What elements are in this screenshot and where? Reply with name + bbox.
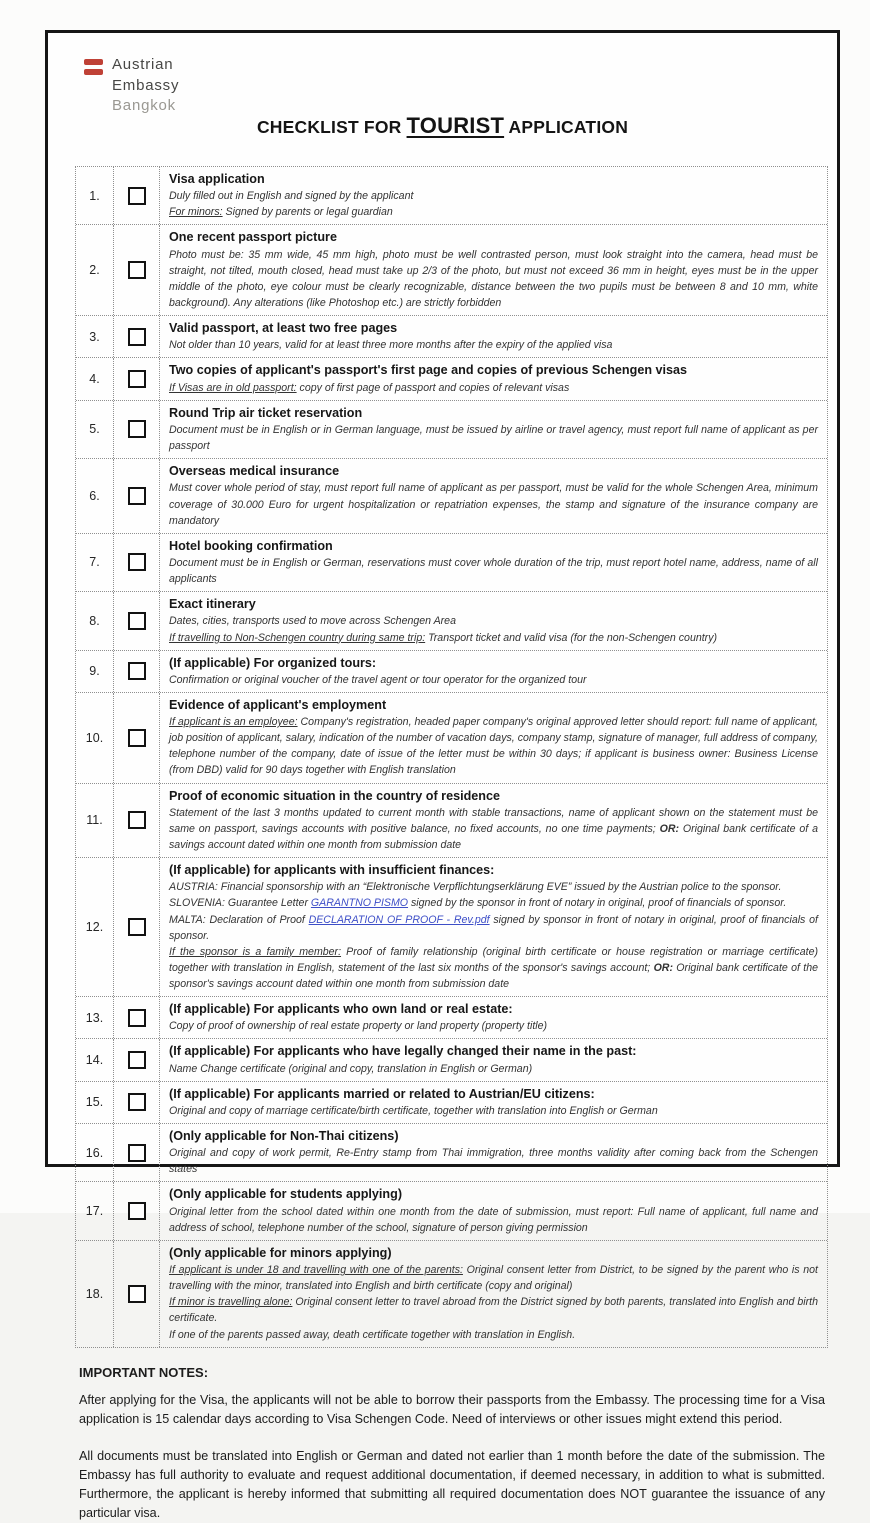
- row-detail: [169, 613, 818, 629]
- checkbox-cell: [114, 997, 160, 1038]
- row-detail: [169, 188, 818, 204]
- row-detail: [169, 805, 818, 853]
- detail-text: Transport ticket and valid visa (for the non-Schengen country): [425, 631, 718, 644]
- row-detail: [169, 1327, 818, 1343]
- row-title: (Only applicable for students applying): [169, 1187, 403, 1202]
- detail-text: AUSTRIA: Financial sponsorship with an “Elektronische Verpflichtungserklärung EVE” issued by the Austrian police to the sponsor.: [169, 881, 782, 894]
- row-content: [160, 534, 827, 591]
- detail-text: Confirmation or original voucher of the travel agent or tour operator for the organized tour: [169, 673, 587, 686]
- checklist-row: [76, 784, 827, 859]
- detail-text: OR:: [659, 822, 679, 835]
- row-title: Visa application: [169, 172, 265, 186]
- row-checkbox[interactable]: [128, 1202, 146, 1220]
- checklist-row: [76, 1182, 827, 1240]
- row-number: 14.: [76, 1039, 114, 1080]
- notes-paragraph-1: After applying for the Visa, the applicants will not be able to borrow their passports from the Embassy. The processing time for a Visa application is 15 calendar days according to Visa Schengen Code. Need of interviews or other issues might extend this period.: [79, 1392, 825, 1426]
- detail-text: Original consent letter from District, to be signed by the parent who is not travelling with the minor, translated into English and birth certificate (copy and original): [169, 1264, 819, 1293]
- row-number: 1.: [76, 167, 114, 224]
- row-content: [160, 358, 827, 399]
- detail-text: Name Change certificate (original and copy, translation in English or German): [169, 1062, 533, 1075]
- notes-paragraph-2: All documents must be translated into English or German and dated not earlier than 1 month before the date of the submission. The Embassy has full authority to evaluate and request additional documentation, if deemed necessary, in addition to what is submitted. Furthermore, the applicant is hereby informed that submitting all required documentation does NOT guarantee the issuance of any particular visa.: [79, 1449, 825, 1521]
- checklist-table: [75, 166, 828, 1348]
- row-checkbox[interactable]: [128, 1285, 146, 1303]
- checklist-row: [76, 316, 827, 358]
- row-detail: [169, 912, 818, 944]
- row-checkbox[interactable]: [128, 328, 146, 346]
- row-content: [160, 1039, 827, 1080]
- checklist-row: [76, 167, 827, 225]
- detail-text: Original bank certificate of a savings account dated within one month from submission date: [169, 822, 818, 851]
- logo-line-bangkok: Bangkok: [112, 97, 176, 115]
- checklist-row: [76, 592, 827, 650]
- detail-text: Company's registration, headed paper company's original approved letter should report: full name of applicant, job position of applicant, salary, indication of the number of vacation days, company stamp, signature of manager, full address of company, telephone number of the company, date of issue of the letter must be within 30 days; if applicant is business owner: Business License (from DBD) valid for 90 days together with English translation: [169, 716, 818, 777]
- checklist-row: [76, 401, 827, 459]
- row-content: [160, 401, 827, 458]
- detail-text: Original and copy of marriage certificate/birth certificate, together with translation into English or German: [169, 1104, 658, 1117]
- detail-text: OR:: [653, 961, 673, 974]
- row-number: 2.: [76, 225, 114, 315]
- row-checkbox[interactable]: [128, 729, 146, 747]
- row-detail: [169, 672, 818, 688]
- logo-line-austrian: Austrian: [112, 56, 174, 73]
- checklist-row: [76, 1039, 827, 1081]
- row-title: Proof of economic situation in the country of residence: [169, 788, 500, 803]
- notes-heading: IMPORTANT NOTES:: [79, 1364, 209, 1380]
- detail-text: Must cover whole period of stay, must report full name of applicant as per passport, must be valid for the whole Schengen Area, minimum coverage of 30.000 Euro for urgent hospitalization or repatriation expenses, the stamp and signature of the insurance company are mandatory: [169, 482, 818, 527]
- detail-text: signed by the sponsor in front of notary in original, proof of financials of sponsor.: [408, 897, 787, 910]
- row-number: 15.: [76, 1082, 114, 1123]
- title-tourist: TOURIST: [406, 113, 505, 138]
- row-number: 3.: [76, 316, 114, 357]
- row-checkbox[interactable]: [128, 612, 146, 630]
- row-detail: [169, 714, 818, 778]
- checkbox-cell: [114, 401, 160, 458]
- row-content: [160, 1082, 827, 1123]
- row-number: 9.: [76, 651, 114, 692]
- checkbox-cell: [114, 592, 160, 649]
- row-checkbox[interactable]: [128, 1144, 146, 1162]
- checkbox-cell: [114, 651, 160, 692]
- row-checkbox[interactable]: [128, 1093, 146, 1111]
- row-checkbox[interactable]: [128, 811, 146, 829]
- row-content: [160, 167, 827, 224]
- detail-text: For minors:: [169, 206, 223, 219]
- checkbox-cell: [114, 167, 160, 224]
- row-detail: [169, 1145, 818, 1177]
- detail-text: If the sponsor is a family member:: [169, 945, 342, 958]
- row-checkbox[interactable]: [128, 1051, 146, 1069]
- row-checkbox[interactable]: [128, 918, 146, 936]
- checklist-row: [76, 225, 827, 316]
- row-checkbox[interactable]: [128, 261, 146, 279]
- embassy-logo-text: [112, 55, 179, 117]
- row-content: [160, 858, 827, 996]
- checklist-row: [76, 997, 827, 1039]
- row-title: (Only applicable for Non-Thai citizens): [169, 1129, 399, 1144]
- checklist-row: [76, 534, 827, 592]
- detail-text: Copy of proof of ownership of real estate property or land property (property title): [169, 1020, 548, 1033]
- detail-text: Not older than 10 years, valid for at least three more months after the expiry of the applied visa: [169, 339, 613, 352]
- checklist-row: [76, 358, 827, 400]
- row-content: [160, 592, 827, 649]
- row-detail: [169, 337, 818, 353]
- checkbox-cell: [114, 1241, 160, 1347]
- row-detail: [169, 380, 818, 396]
- detail-text: If one of the parents passed away, death certificate together with translation in English.: [169, 1328, 576, 1341]
- checkbox-cell: [114, 225, 160, 315]
- row-title: One recent passport picture: [169, 230, 337, 245]
- detail-text: Original consent letter to travel abroad from the District signed by both parents, translated into English and birth certificate.: [169, 1296, 818, 1325]
- row-checkbox[interactable]: [128, 553, 146, 571]
- document-header: [58, 55, 827, 141]
- logo-line-embassy: Embassy: [112, 76, 180, 94]
- row-content: [160, 997, 827, 1038]
- row-content: [160, 316, 827, 357]
- row-detail: [169, 895, 818, 911]
- row-number: 6.: [76, 459, 114, 533]
- detail-text: If minor is travelling alone:: [169, 1296, 293, 1309]
- austrian-flag-icon: [84, 59, 103, 117]
- document-link[interactable]: GARANTNO PISMO: [310, 897, 409, 910]
- checklist-row: [76, 651, 827, 693]
- row-checkbox[interactable]: [128, 662, 146, 680]
- row-number: 16.: [76, 1124, 114, 1181]
- row-number: 13.: [76, 997, 114, 1038]
- embassy-logo: [84, 55, 179, 117]
- row-content: [160, 225, 827, 315]
- row-title: Two copies of applicant's passport's first page and copies of previous Schengen visas: [169, 363, 688, 378]
- checklist-row: [76, 1124, 827, 1182]
- checkbox-cell: [114, 858, 160, 996]
- row-checkbox[interactable]: [128, 487, 146, 505]
- row-detail: [169, 204, 818, 220]
- important-notes: [79, 1365, 825, 1523]
- row-number: 4.: [76, 358, 114, 399]
- checkbox-cell: [114, 1182, 160, 1239]
- row-number: 5.: [76, 401, 114, 458]
- row-title: Evidence of applicant's employment: [169, 697, 387, 712]
- detail-text: Duly filled out in English and signed by the applicant: [169, 190, 414, 203]
- detail-text: If applicant is an employee:: [169, 716, 298, 729]
- row-content: [160, 651, 827, 692]
- detail-text: Statement of the last 3 months updated to current month with stable transactions, name of applicant shown on the statement must be same on passport, savings accounts with positive balance, no fixed accounts, no one time payments;: [169, 806, 818, 835]
- detail-text: If travelling to Non-Schengen country during same trip:: [169, 631, 426, 644]
- row-detail: [169, 1262, 818, 1294]
- row-detail: [169, 422, 818, 454]
- row-number: 17.: [76, 1182, 114, 1239]
- checklist-row: [76, 858, 827, 997]
- detail-text: Dates, cities, transports used to move across Schengen Area: [169, 615, 456, 628]
- row-title: (If applicable) for applicants with insufficient finances:: [169, 863, 495, 878]
- page-border-frame: [45, 30, 840, 1521]
- row-detail: [169, 1103, 818, 1119]
- row-title: (Only applicable for minors applying): [169, 1245, 392, 1260]
- checkbox-cell: [114, 1039, 160, 1080]
- row-title: (If applicable) For applicants who have legally changed their name in the past:: [169, 1044, 637, 1059]
- row-content: [160, 693, 827, 783]
- detail-text: If applicant is under 18 and travelling with one of the parents:: [169, 1264, 463, 1277]
- checkbox-cell: [114, 459, 160, 533]
- checklist-row: [76, 1082, 827, 1124]
- title-suffix: APPLICATION: [504, 117, 629, 137]
- checklist-row: [76, 459, 827, 534]
- detail-text: Proof of family relationship (original birth certificate or house registration or marriage certificate) together with translation in English, statement of the last six months of the sponsor's savings account;: [169, 945, 818, 974]
- row-content: [160, 1241, 827, 1347]
- row-number: 8.: [76, 592, 114, 649]
- checkbox-cell: [114, 1082, 160, 1123]
- row-number: 7.: [76, 534, 114, 591]
- row-checkbox[interactable]: [128, 1009, 146, 1027]
- page-title: [58, 113, 827, 139]
- row-number: 12.: [76, 858, 114, 996]
- row-detail: [169, 944, 818, 992]
- row-detail: [169, 630, 818, 646]
- detail-text: Document must be in English or in German language, must be issued by airline or travel agency, must report full name of applicant as per passport: [169, 424, 818, 453]
- document-link[interactable]: DECLARATION OF PROOF - Rev.pdf: [308, 913, 490, 926]
- detail-text: If Visas are in old passport:: [169, 381, 297, 394]
- row-content: [160, 1182, 827, 1239]
- checkbox-cell: [114, 1124, 160, 1181]
- row-number: 18.: [76, 1241, 114, 1347]
- row-title: (If applicable) For organized tours:: [169, 655, 377, 670]
- detail-text: MALTA: Declaration of Proof: [169, 913, 309, 926]
- detail-text: Photo must be: 35 mm wide, 45 mm high, photo must be well contrasted person, must look straight into the camera, head must be straight, not tilted, mouth closed, head must take up 2/3 of the photo, but must not exceed 36 mm in height, eyes must be in the upper middle of the photo, eye colour must be clearly recognizable, distance between the two pupils must be between 8 and 10 mm, white background). Any alterations (like Photoshop etc.) are strictly forbidden: [169, 248, 818, 309]
- row-detail: [169, 1204, 818, 1236]
- checkbox-cell: [114, 693, 160, 783]
- row-detail: [169, 555, 818, 587]
- row-detail: [169, 247, 818, 311]
- row-checkbox[interactable]: [128, 187, 146, 205]
- row-checkbox[interactable]: [128, 370, 146, 388]
- detail-text: Original bank certificate of the sponsor's savings account dated within one month from submission date: [169, 961, 818, 990]
- title-prefix: CHECKLIST FOR: [256, 117, 407, 137]
- row-detail: [169, 1294, 818, 1326]
- detail-text: SLOVENIA: Guarantee Letter: [169, 897, 311, 910]
- row-content: [160, 784, 827, 858]
- row-title: (If applicable) For applicants married or related to Austrian/EU citizens:: [169, 1086, 595, 1101]
- row-detail: [169, 879, 818, 895]
- detail-text: copy of first page of passport and copies of relevant visas: [296, 381, 570, 394]
- row-detail: [169, 480, 818, 528]
- detail-text: Signed by parents or legal guardian: [222, 206, 393, 219]
- checkbox-cell: [114, 358, 160, 399]
- row-number: 10.: [76, 693, 114, 783]
- row-title: Overseas medical insurance: [169, 464, 340, 479]
- row-detail: [169, 1018, 818, 1034]
- row-title: Round Trip air ticket reservation: [169, 405, 363, 420]
- row-title: Exact itinerary: [169, 597, 256, 612]
- row-content: [160, 459, 827, 533]
- row-content: [160, 1124, 827, 1181]
- detail-text: Document must be in English or German, reservations must cover whole duration of the trip, must report hotel name, address, name of all applicants: [169, 556, 818, 586]
- detail-text: signed by sponsor in front of notary in original, proof of financials of sponsor.: [169, 913, 818, 942]
- checkbox-cell: [114, 534, 160, 591]
- checkbox-cell: [114, 784, 160, 858]
- row-title: (If applicable) For applicants who own land or real estate:: [169, 1002, 513, 1016]
- row-number: 11.: [76, 784, 114, 858]
- checklist-row: [76, 1241, 827, 1347]
- row-title: Hotel booking confirmation: [169, 538, 333, 553]
- checklist-row: [76, 693, 827, 784]
- detail-text: Original and copy of work permit, Re-Entry stamp from Thai immigration, three months validity after coming back from the Schengen states: [169, 1147, 818, 1176]
- detail-text: Original letter from the school dated within one month from the date of submission, must report: Full name of applicant, full name and address of school, telephone number of the school, signature of person giving permission: [169, 1205, 818, 1234]
- row-checkbox[interactable]: [128, 420, 146, 438]
- checkbox-cell: [114, 316, 160, 357]
- row-title: Valid passport, at least two free pages: [169, 321, 398, 336]
- row-detail: [169, 1061, 818, 1077]
